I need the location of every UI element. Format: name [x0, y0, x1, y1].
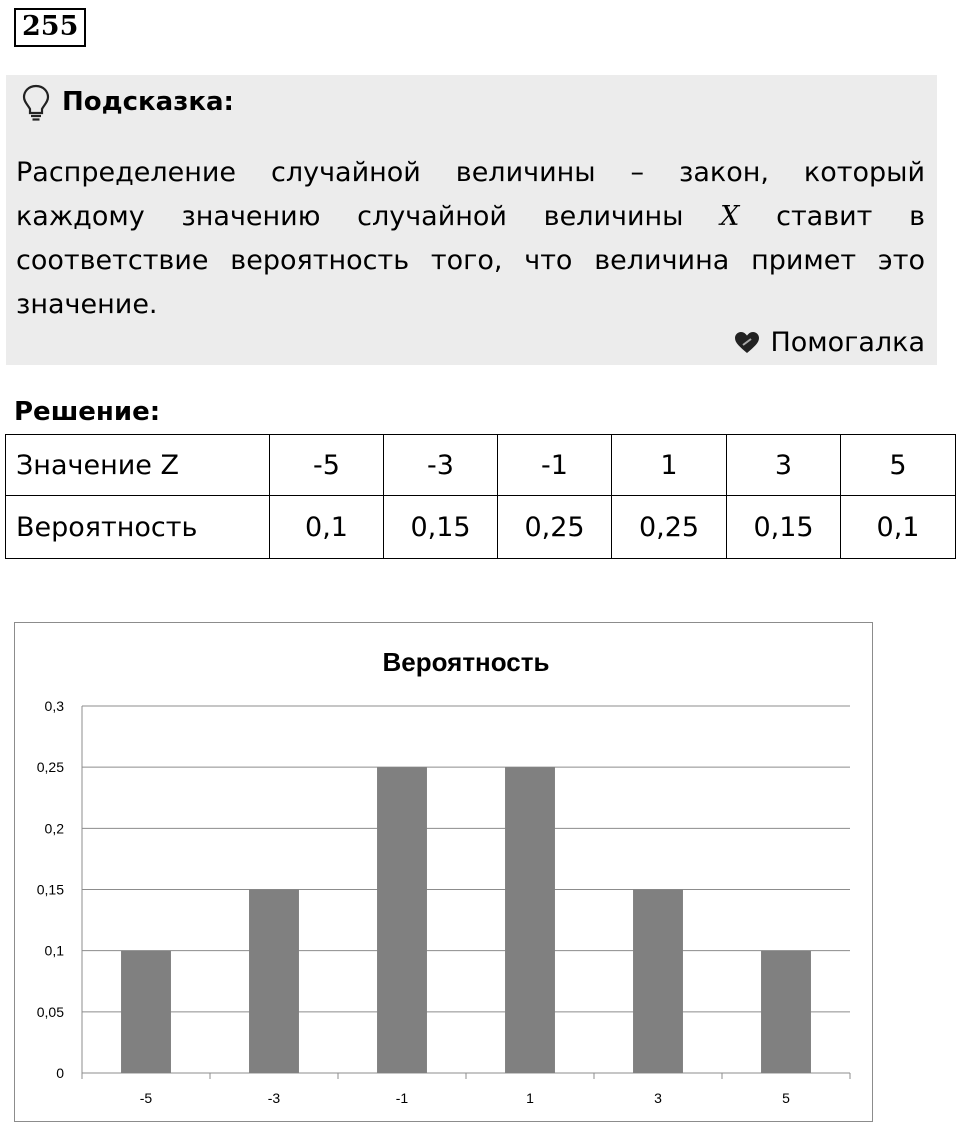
table-cell-probability: 0,1: [270, 496, 384, 559]
chart-bar: [121, 951, 171, 1073]
lightbulb-icon: [20, 83, 52, 123]
x-tick-label: 1: [526, 1090, 534, 1106]
x-tick-label: 3: [654, 1090, 662, 1106]
x-tick-label: -3: [267, 1090, 281, 1106]
hint-text: [16, 151, 925, 327]
table-cell-value: 3: [727, 435, 841, 496]
y-tick-label: 0,3: [44, 698, 64, 714]
table-cell-value: -5: [270, 435, 384, 496]
x-tick-label: -1: [395, 1090, 409, 1106]
hint-box: [6, 75, 937, 365]
chart-bar: [505, 767, 555, 1073]
y-tick-label: 0,15: [36, 881, 64, 898]
table-cell-value: -3: [384, 435, 498, 496]
hint-source: [734, 325, 925, 361]
y-tick-label: 0,1: [44, 942, 64, 959]
table-cell-value: 1: [612, 435, 727, 496]
distribution-table: [5, 434, 956, 559]
problem-number: 255: [14, 8, 86, 47]
y-tick-label: 0,2: [44, 820, 64, 837]
hint-text-end: ставит в соответствие вероятность того, что величина примет это значение.: [16, 201, 926, 320]
y-tick-label: 0: [56, 1065, 64, 1081]
table-cell-value: -1: [498, 435, 612, 496]
hint-variable: X: [720, 201, 740, 232]
row-label-values: Значение Z: [6, 435, 270, 496]
table-cell-probability: 0,25: [498, 496, 612, 559]
solution-label: Решение:: [14, 397, 161, 427]
table-cell-probability: 0,15: [727, 496, 841, 559]
row-label-probability: Вероятность: [6, 496, 270, 559]
heart-icon: [734, 331, 760, 355]
table-cell-value: 5: [841, 435, 956, 496]
table-cell-probability: 0,15: [384, 496, 498, 559]
chart-bar: [377, 767, 427, 1073]
chart-bar: [633, 890, 683, 1074]
hint-source-label: Помогалка: [770, 327, 925, 358]
chart-frame: [14, 622, 873, 1122]
table-cell-probability: 0,1: [841, 496, 956, 559]
x-tick-label: 5: [782, 1090, 790, 1106]
y-tick-label: 0,05: [36, 1003, 64, 1020]
x-tick-label: -5: [139, 1090, 153, 1106]
chart-bar: [249, 890, 299, 1074]
hint-text-start: Распределение случайной величины – закон, который каждому значению случайной величины: [16, 157, 925, 232]
y-tick-label: 0,25: [36, 759, 64, 776]
table-row-probabilities: [6, 496, 956, 559]
chart-title: Вероятность: [382, 647, 550, 677]
bar-chart: [15, 623, 872, 1121]
chart-bar: [761, 951, 811, 1073]
table-cell-probability: 0,25: [612, 496, 727, 559]
table-row-values: [6, 435, 956, 496]
hint-title: Подсказка:: [62, 87, 234, 117]
